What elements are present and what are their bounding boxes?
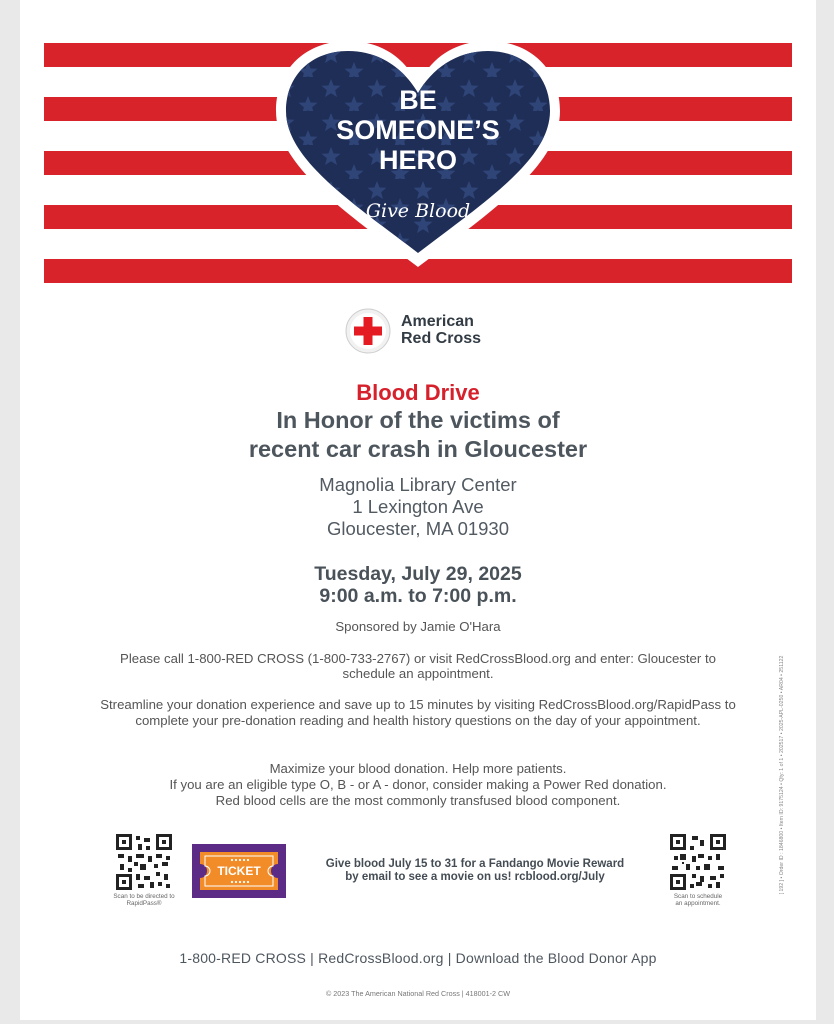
call-instructions-line2: schedule an appointment.: [342, 666, 494, 681]
flag-heart-banner: [44, 43, 792, 283]
qr-left-caption-line2: RapidPass®: [126, 900, 162, 907]
promo-line1: Give blood July 15 to 31 for a Fandango Movie Reward: [325, 858, 625, 870]
qr-right-caption-line2: an appointment.: [675, 900, 721, 907]
tagline: Give Blood: [365, 200, 471, 222]
footer-contact: 1-800-RED CROSS | RedCrossBlood.org | Download the Blood Donor App: [179, 950, 657, 966]
ticket-icon: [192, 844, 286, 898]
event-title: Blood Drive: [356, 380, 480, 405]
fandango-promo: [290, 858, 660, 884]
event-subtitle-line1: In Honor of the victims of: [276, 407, 560, 433]
sponsor-text: Sponsored by Jamie O'Hara: [335, 619, 501, 634]
stripe: [44, 43, 792, 67]
logo-name-line1: American: [401, 313, 474, 330]
power-red-line3: Red blood cells are the most commonly transfused blood component.: [215, 793, 621, 808]
side-order-code: [775, 610, 789, 940]
event-subtitle-line2: recent car crash in Gloucester: [248, 436, 588, 462]
qr-right-caption-line1: Scan to schedule: [673, 893, 723, 900]
headline-line: BE: [399, 85, 437, 115]
headline-line: SOMEONE’S: [336, 115, 500, 145]
event-time: 9:00 a.m. to 7:00 p.m.: [319, 585, 517, 607]
rapidpass-line2: complete your pre-donation reading and health history questions on the day of your appointment.: [135, 713, 701, 728]
qr-left-caption-line1: Scan to be directed to: [113, 893, 175, 900]
logo-name: [401, 313, 521, 347]
ticket-badge: [192, 844, 286, 898]
location-name: Magnolia Library Center: [319, 474, 517, 495]
ticket-label: TICKET: [217, 864, 261, 878]
copyright: © 2023 The American National Red Cross | 418001-2 CW: [325, 989, 510, 998]
logo-name-line2: Red Cross: [401, 330, 482, 347]
call-instructions-line1: Please call 1-800-RED CROSS (1-800-733-2767) or visit RedCrossBlood.org and enter: Gloucester to: [120, 651, 716, 666]
rapidpass-line1: Streamline your donation experience and save up to 15 minutes by visiting RedCrossBlood.org/RapidPass to: [100, 697, 736, 712]
side-order-text: [ 192 ] • Order ID : 1846800 • Item ID: 9175124 • Qty: 1 of 1 • 202517 • 2025-APL-0250 • AR04 • 251122: [779, 655, 785, 895]
flyer-page: [20, 0, 816, 1020]
event-date: Tuesday, July 29, 2025: [314, 563, 522, 585]
location-city: Gloucester, MA 01930: [326, 518, 510, 539]
qr-left-caption: [102, 893, 186, 907]
headline-line: HERO: [378, 145, 458, 175]
power-red-line1: Maximize your blood donation. Help more patients.: [269, 761, 567, 776]
promo-line2: by email to see a movie on us! rcblood.org/July: [345, 871, 605, 883]
qr-right-caption: [656, 893, 740, 907]
power-red-line2: If you are an eligible type O, B - or A - donor, consider making a Power Red donation.: [169, 777, 667, 792]
qr-code-icon[interactable]: [116, 834, 172, 890]
location-street: 1 Lexington Ave: [352, 496, 484, 517]
red-cross-icon: [345, 308, 391, 354]
qr-code-icon[interactable]: [670, 834, 726, 890]
